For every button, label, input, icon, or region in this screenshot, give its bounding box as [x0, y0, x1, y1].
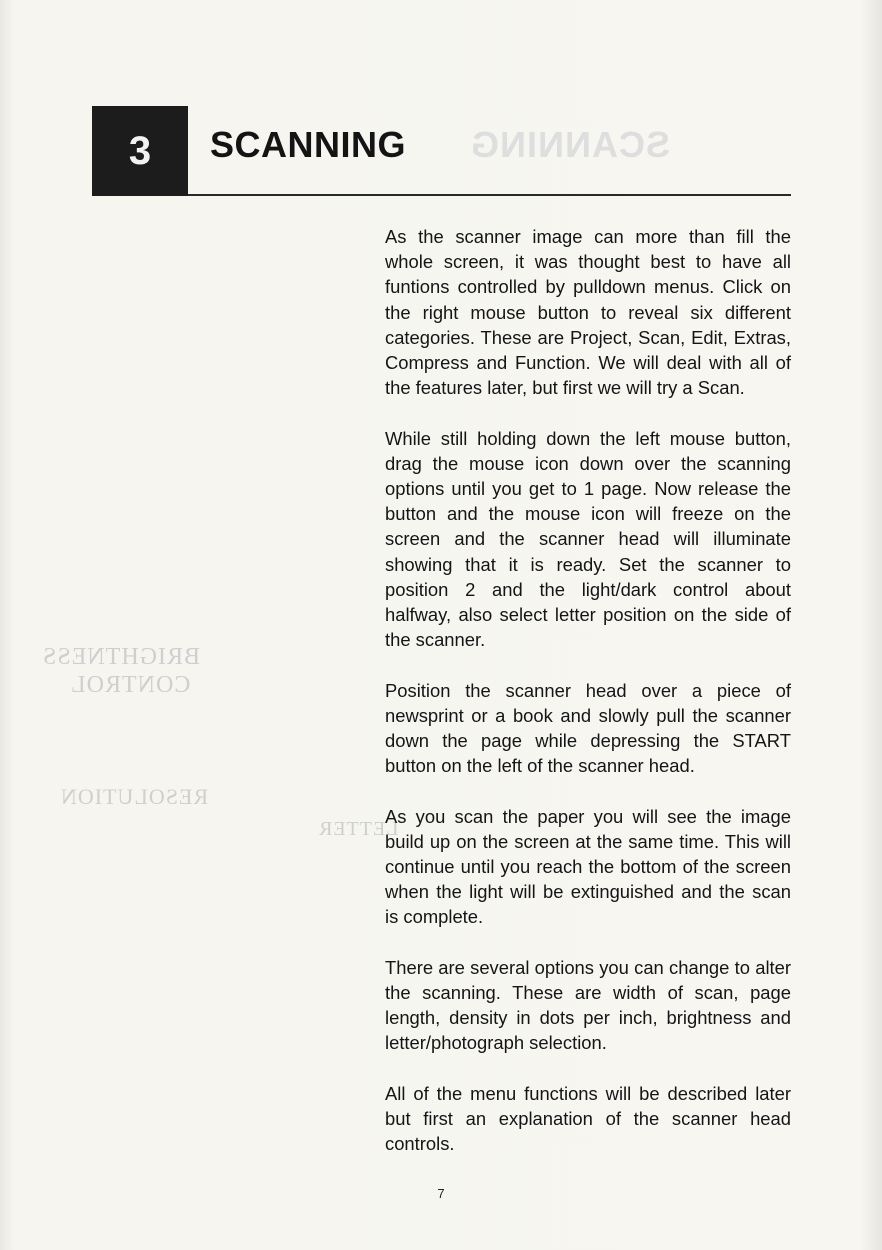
chapter-number-box	[92, 106, 188, 196]
page-number: 7	[437, 1186, 445, 1201]
chapter-title: SCANNING	[210, 124, 407, 165]
paragraph: As the scanner image can more than fill the whole screen, it was thought best to have all funtions controlled by pulldown menus. Click on the right mouse button to reveal six different categories. These are Project, Scan, Edit, Extras, Compress and Function. We will deal with all of the features later, but first we will try a Scan.	[385, 226, 791, 399]
body-text	[385, 224, 791, 1182]
showthrough-letter: LETTER	[318, 818, 399, 840]
showthrough-brightness: BRIGHTNESS	[42, 644, 201, 670]
showthrough-heading: SCANNING	[470, 124, 671, 165]
paragraph: There are several options you can change to alter the scanning. These are width of scan, page length, density in dots per inch, brightness and letter/photograph selection.	[385, 956, 791, 1054]
paragraph: While still holding down the left mouse button, drag the mouse icon down over the scanning options until you get to 1 page. Now release the button and the mouse icon will freeze on the screen and the scanner head will illuminate showing that it is ready. Set the scanner to position 2 and the light/dark control about halfway, also select letter position on the side of the scanner.	[385, 427, 791, 651]
showthrough-control: CONTROL	[70, 672, 191, 698]
heading-rule	[188, 194, 791, 196]
showthrough-resolution: RESOLUTION	[60, 784, 209, 809]
paragraph: As you scan the paper you will see the image build up on the screen at the same time. This will continue until you reach the bottom of the screen when the light will be extinguished and the scan is complete.	[385, 805, 791, 928]
chapter-number: 3	[128, 128, 152, 173]
paragraph: Position the scanner head over a piece of newsprint or a book and slowly pull the scanner down the page while depressing the START button on the left of the scanner head.	[385, 679, 791, 777]
paragraph: All of the menu functions will be described later but first an explanation of the scanner head controls.	[385, 1082, 791, 1155]
